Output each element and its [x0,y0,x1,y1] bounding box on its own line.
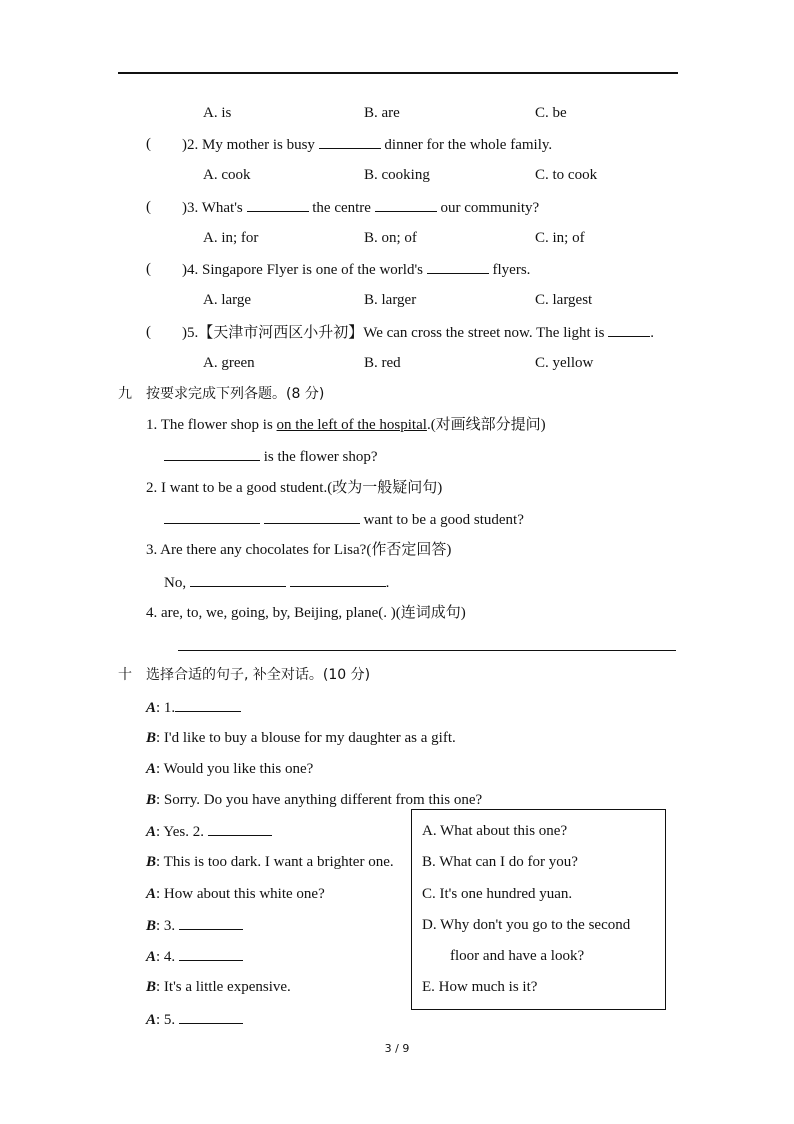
s9-item-3-blank-2[interactable] [290,572,386,587]
dialogue-blank-4[interactable] [179,946,243,961]
dialogue-line-4: B: Sorry. Do you have anything different from this one? [146,792,483,808]
q5-option-a: A. green [203,355,255,371]
dialogue-line-8: B: 3. [146,915,243,936]
dialogue-line-10: B: It's a little expensive. [146,979,291,995]
q2-option-c: C. to cook [535,167,598,183]
s9-item-1-blank[interactable] [164,446,260,461]
q5-blank[interactable] [608,322,650,337]
choice-d: D. Why don't you go to the second [422,917,631,933]
q5-paren: ( [146,324,151,340]
q4-stem: )4. Singapore Flyer is one of the world's flyers. [182,259,530,280]
q3-option-a: A. in; for [203,230,259,246]
dialogue-line-11: A: 5. [146,1009,243,1030]
dialogue-blank-3[interactable] [179,915,243,930]
q5-stem: )5.【天津市河西区小升初】We can cross the street now. The light is . [182,322,654,343]
q1-option-c: C. be [535,105,567,121]
page-number: 3 / 9 [384,1042,410,1055]
dialogue-blank-1[interactable] [175,697,241,712]
dialogue-line-6: B: This is too dark. I want a brighter one. [146,854,394,870]
dialogue-line-5: A: Yes. 2. [146,821,272,842]
dialogue-line-2: B: I'd like to buy a blouse for my daughter as a gift. [146,730,456,746]
q4-blank[interactable] [427,259,489,274]
q3-blank-1[interactable] [247,197,309,212]
choice-d-continued: floor and have a look? [450,948,585,964]
s9-item-2: 2. I want to be a good student.(改为一般疑问句) [146,480,443,496]
dialogue-blank-2[interactable] [208,821,272,836]
q2-option-b: B. cooking [364,167,430,183]
q2-paren: ( [146,136,151,152]
dialogue-line-7: A: How about this white one? [146,886,325,902]
section-10-title: 十 选择合适的句子, 补全对话。(10 分) [118,667,371,683]
header-rule [118,72,678,74]
q4-option-a: A. large [203,292,252,308]
q4-paren: ( [146,261,151,277]
q4-option-c: C. largest [535,292,593,308]
q5-option-b: B. red [364,355,401,371]
s9-item-1: 1. The flower shop is on the left of the hospital.(对画线部分提问) [146,417,546,433]
s9-item-1-underlined: on the left of the hospital [276,417,427,433]
choice-c: C. It's one hundred yuan. [422,886,573,902]
s9-item-1-answer: is the flower shop? [164,446,377,467]
s9-item-2-answer: want to be a good student? [164,509,524,530]
s9-item-4: 4. are, to, we, going, by, Beijing, plane(. )(连词成句) [146,605,466,621]
choice-b: B. What can I do for you? [422,854,578,870]
q2-stem: )2. My mother is busy dinner for the whole family. [182,134,552,155]
q2-option-a: A. cook [203,167,251,183]
q2-blank[interactable] [319,134,381,149]
q5-option-c: C. yellow [535,355,594,371]
q1-option-a: A. is [203,105,232,121]
q3-option-b: B. on; of [364,230,417,246]
choice-a: A. What about this one? [422,823,568,839]
answer-choices-box [411,809,666,1010]
q1-option-b: B. are [364,105,400,121]
section-9-title: 九 按要求完成下列各题。(8 分) [118,386,325,402]
dialogue-line-9: A: 4. [146,946,243,967]
s9-item-4-answer-line[interactable] [178,650,676,651]
q3-option-c: C. in; of [535,230,585,246]
s9-item-3-answer: No, . [164,572,389,593]
dialogue-line-3: A: Would you like this one? [146,761,314,777]
s9-item-2-blank-2[interactable] [264,509,360,524]
dialogue-blank-5[interactable] [179,1009,243,1024]
dialogue-line-1: A: 1. [146,697,241,718]
s9-item-3: 3. Are there any chocolates for Lisa?(作否定回答) [146,542,452,558]
q3-blank-2[interactable] [375,197,437,212]
s9-item-2-blank-1[interactable] [164,509,260,524]
q3-paren: ( [146,199,151,215]
q4-option-b: B. larger [364,292,417,308]
choice-e: E. How much is it? [422,979,538,995]
q3-stem: )3. What's the centre our community? [182,197,539,218]
s9-item-3-blank-1[interactable] [190,572,286,587]
